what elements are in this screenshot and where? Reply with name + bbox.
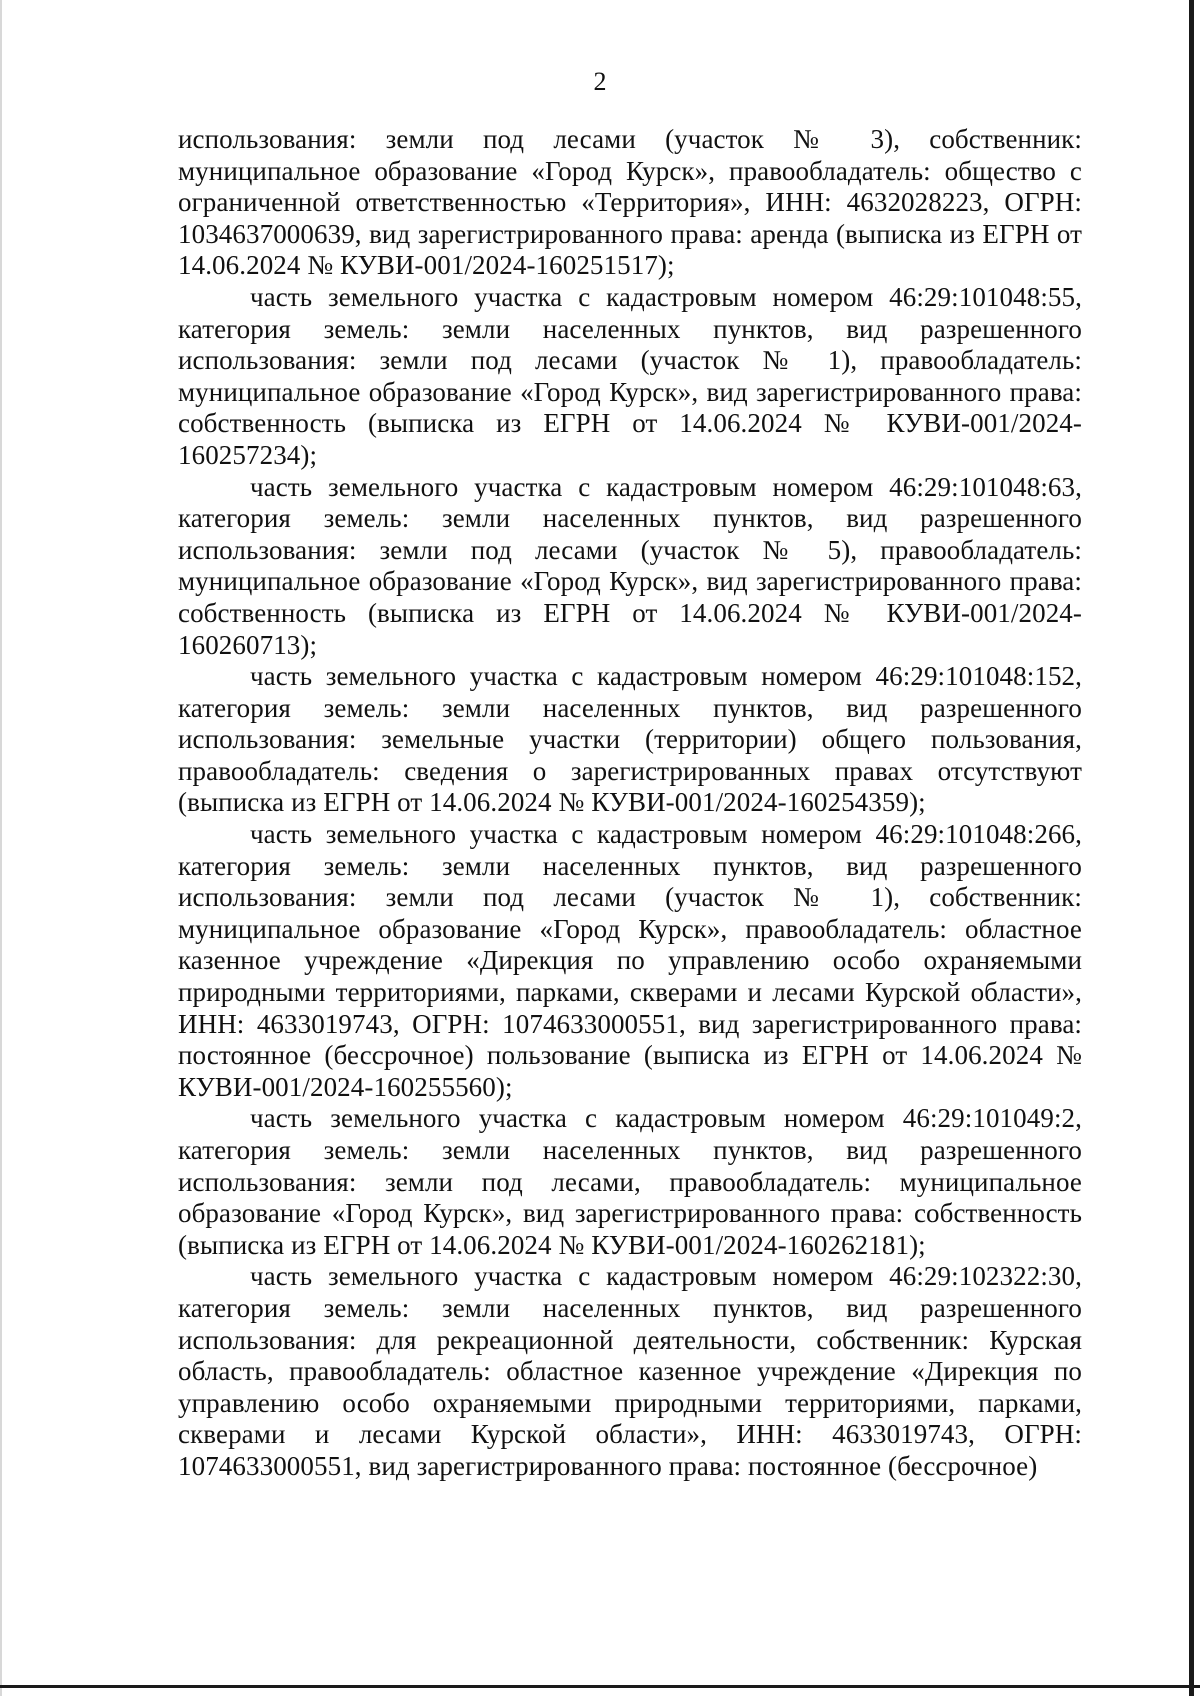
paragraph-parcel-101049-2: часть земельного участка с кадастровым номером 46:29:101049:2, категория земель: земли населенных пунктов, вид разрешенного использования: земли под лесами, правообладатель: муниципальное образование «Город Курск», вид зарегистрированного права: собственность (выписка из ЕГРН от 14.06.2024 № КУВИ-001/2024-160262181);: [178, 1103, 1082, 1260]
scan-edge-left: [0, 0, 2, 1696]
paragraph-parcel-101048-55: часть земельного участка с кадастровым номером 46:29:101048:55, категория земель: земли населенных пунктов, вид разрешенного использования: земли под лесами (участок № 1), правообладатель: муниципальное образование «Город Курск», вид зарегистрированного права: собственность (выписка из ЕГРН от 14.06.2024 № КУВИ-001/2024-160257234);: [178, 281, 1082, 470]
paragraph-parcel-102322-30: часть земельного участка с кадастровым номером 46:29:102322:30, категория земель: земли населенных пунктов, вид разрешенного использования: для рекреационной деятельности, собственник: Курская область, правообладатель: областное казенное учреждение «Дирекция по управлению особо охраняемыми природными территориями, парками, скверами и лесами Курской области», ИНН: 4633019743, ОГРН: 1074633000551, вид зарегистрированного права: постоянное (бессрочное): [178, 1261, 1082, 1481]
document-body: [178, 124, 1082, 1483]
paragraph-parcel-101048-266: часть земельного участка с кадастровым номером 46:29:101048:266, категория земель: земли населенных пунктов, вид разрешенного использования: земли под лесами (участок № 1), собственник: муниципальное образование «Город Курск», правообладатель: областное казенное учреждение «Дирекция по управлению особо охраняемыми природными территориями, парками, скверами и лесами Курской области», ИНН: 4633019743, ОГРН: 1074633000551, вид зарегистрированного права: постоянное (бессрочное) пользование (выписка из ЕГРН от 14.06.2024 № КУВИ-001/2024-160255560);: [178, 819, 1082, 1102]
scan-edge-bottom: [0, 1685, 1200, 1688]
scan-edge-right: [1189, 0, 1194, 1696]
page-number: 2: [593, 67, 607, 96]
paragraph-parcel-101048-63: часть земельного участка с кадастровым номером 46:29:101048:63, категория земель: земли населенных пунктов, вид разрешенного использования: земли под лесами (участок № 5), правообладатель: муниципальное образование «Город Курск», вид зарегистрированного права: собственность (выписка из ЕГРН от 14.06.2024 № КУВИ-001/2024-160260713);: [178, 471, 1082, 660]
paragraph-continuation: использования: земли под лесами (участок № 3), собственник: муниципальное образование «Город Курск», правообладатель: общество с ограниченной ответственностью «Территория», ИНН: 4632028223, ОГРН: 1034637000639, вид зарегистрированного права: аренда (выписка из ЕГРН от 14.06.2024 № КУВИ-001/2024-160251517);: [178, 124, 1082, 281]
paragraph-parcel-101048-152: часть земельного участка с кадастровым номером 46:29:101048:152, категория земель: земли населенных пунктов, вид разрешенного использования: земельные участки (территории) общего пользования, правообладатель: сведения о зарегистрированных правах отсутствуют (выписка из ЕГРН от 14.06.2024 № КУВИ-001/2024-160254359);: [178, 661, 1082, 818]
